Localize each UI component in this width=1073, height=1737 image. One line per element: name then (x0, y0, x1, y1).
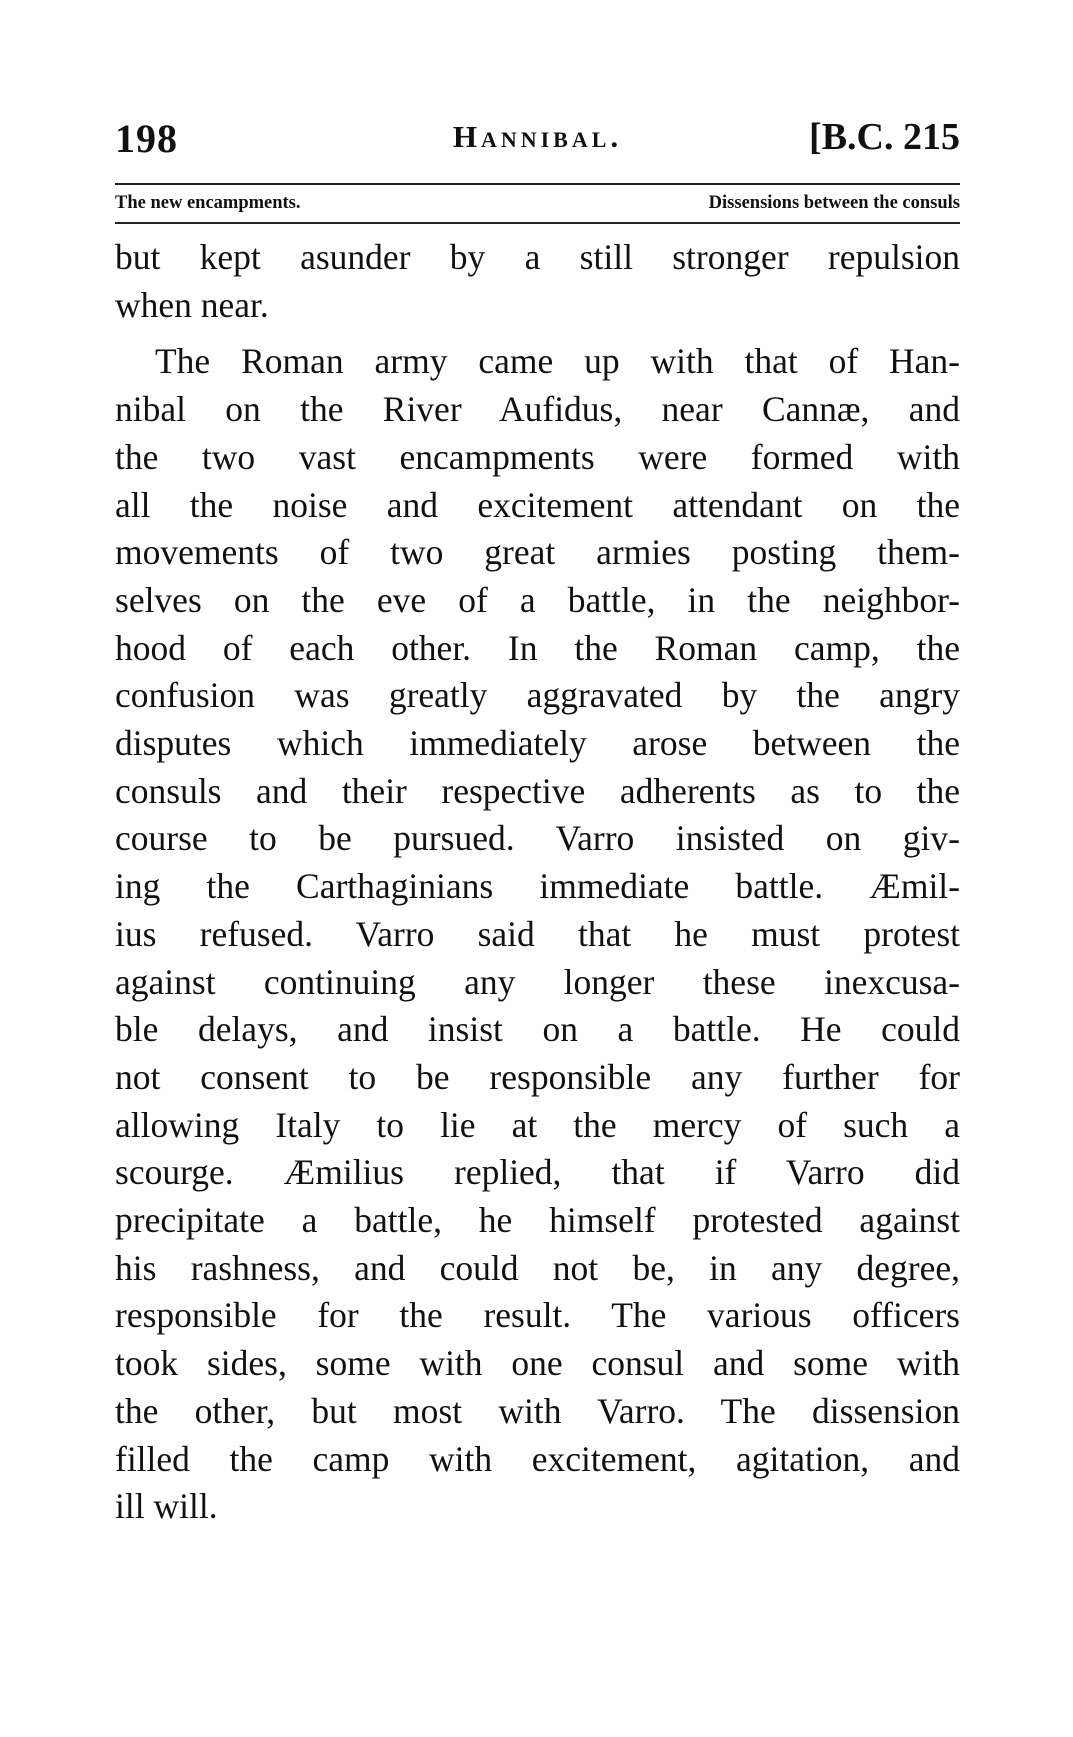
text-line: not consent to be responsible any further for (115, 1056, 960, 1097)
text-line: filled the camp with excitement, agitation, and (115, 1438, 960, 1479)
paragraph-2 (115, 338, 960, 1531)
text-line: consuls and their respective adherents as to the (115, 770, 960, 811)
text-line: responsible for the result. The various officers (115, 1295, 960, 1336)
text-line: the two vast encampments were formed with (115, 436, 960, 477)
book-title: Hannibal. (452, 119, 623, 154)
text-line: allowing Italy to lie at the mercy of such a (115, 1104, 960, 1145)
body-text (115, 234, 960, 1531)
text-line: against continuing any longer these inexcusa- (115, 961, 960, 1002)
text-line: ble delays, and insist on a battle. He could (115, 1009, 960, 1050)
sidenote-rule (115, 222, 960, 224)
text-line: but kept asunder by a still stronger repulsion (115, 237, 960, 277)
text-line: selves on the eve of a battle, in the neighbor- (115, 579, 960, 620)
text-line: when near. (115, 284, 269, 325)
text-line: ing the Carthaginians immediate battle. Æmil- (115, 866, 960, 907)
text-line: took sides, some with one consul and some with (115, 1343, 960, 1384)
paragraph-1 (115, 234, 960, 329)
text-line: hood of each other. In the Roman camp, the (115, 627, 960, 668)
side-notes (115, 189, 960, 219)
text-line: disputes which immediately arose between the (115, 723, 960, 764)
text-line: nibal on the River Aufidus, near Cannæ, and (115, 389, 960, 430)
text-line: course to be pursued. Varro insisted on giv- (115, 818, 960, 859)
text-line: confusion was greatly aggravated by the angry (115, 675, 960, 716)
header-rule (115, 183, 960, 185)
page-number: 198 (115, 116, 178, 161)
running-head (115, 115, 960, 163)
text-line: his rashness, and could not be, in any degree, (115, 1247, 960, 1288)
text-line: all the noise and excitement attendant on the (115, 484, 960, 525)
text-line: precipitate a battle, he himself protested against (115, 1200, 960, 1241)
date-reference: [B.C. 215 (809, 116, 960, 158)
text-line: scourge. Æmilius replied, that if Varro did (115, 1152, 960, 1193)
text-line: ill will. (115, 1486, 218, 1527)
text-line: the other, but most with Varro. The dissension (115, 1390, 960, 1431)
text-line: movements of two great armies posting them- (115, 532, 960, 573)
paragraph-gap (115, 329, 960, 338)
text-line: The Roman army came up with that of Han- (155, 341, 960, 382)
sidenote-left: The new encampments. (115, 193, 301, 213)
book-page (115, 115, 960, 1531)
sidenote-right: Dissensions between the consuls (708, 193, 960, 213)
text-line: ius refused. Varro said that he must protest (115, 913, 960, 954)
